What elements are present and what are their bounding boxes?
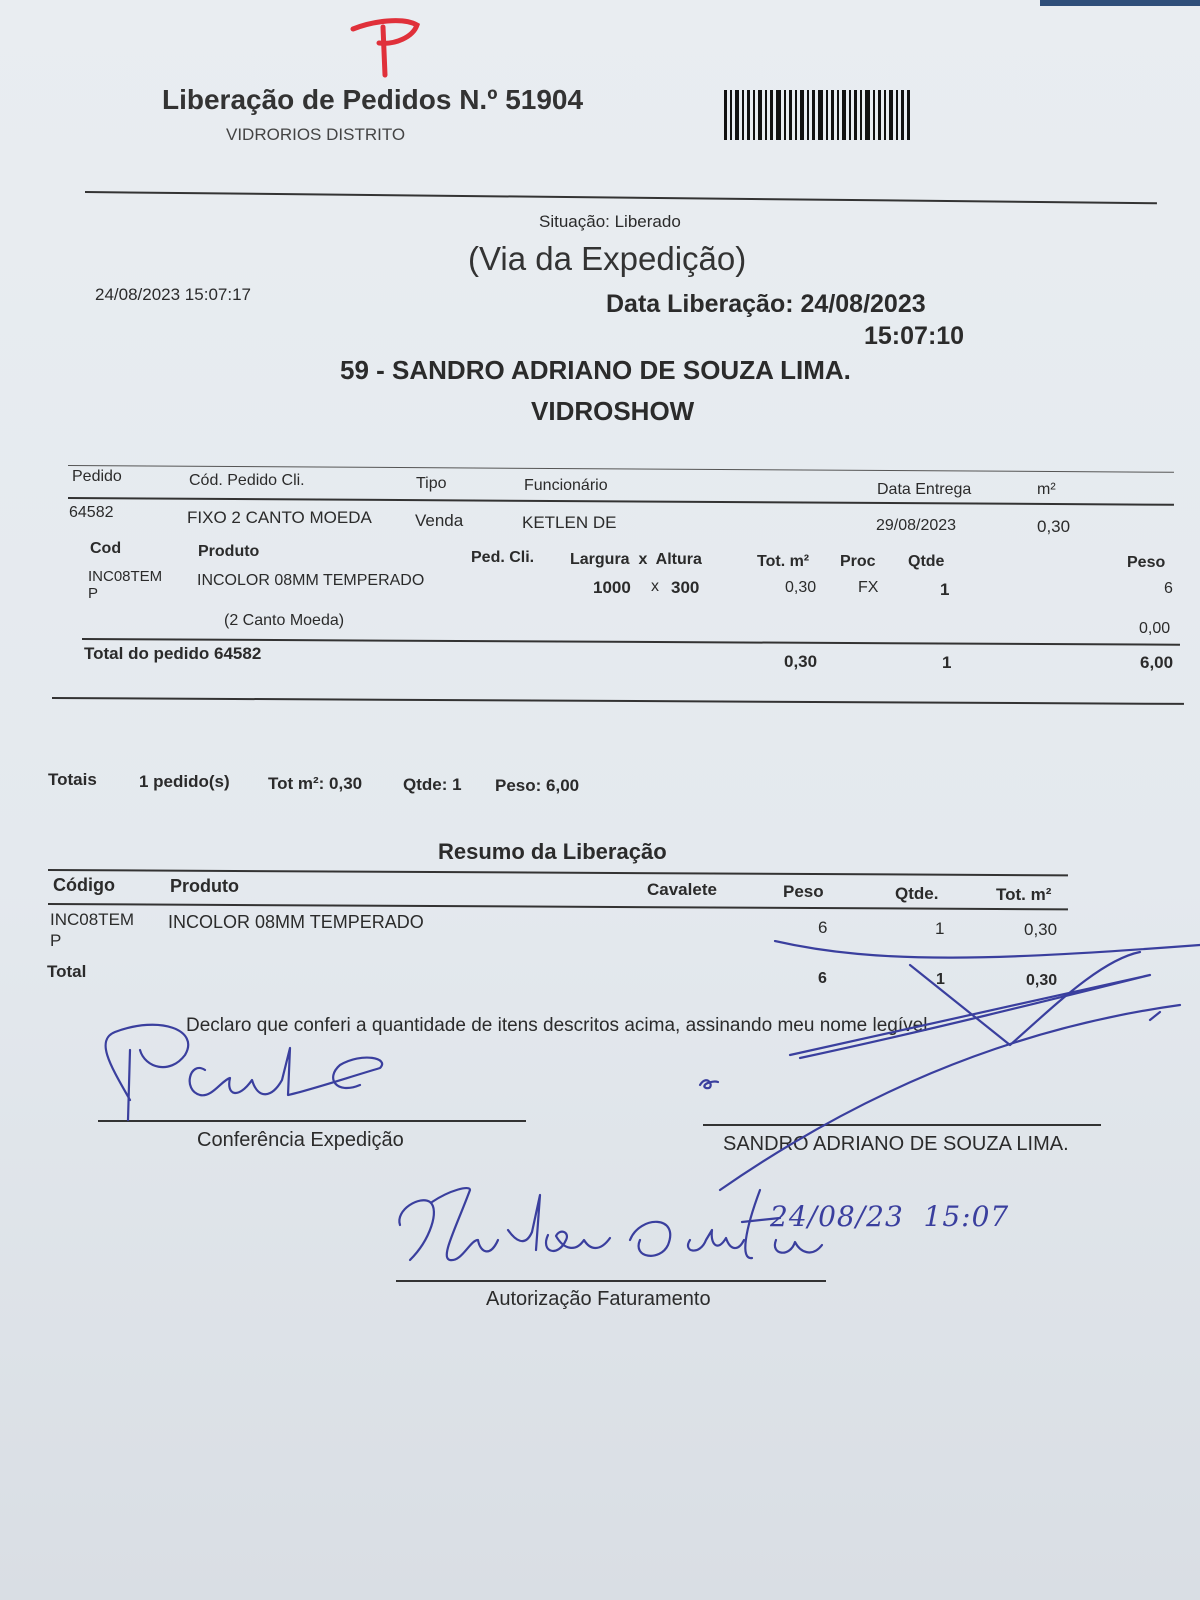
resumo-total-qtde: 1 [936,971,945,988]
resumo-col-qtde: Qtde. [895,884,939,903]
via-label: (Via da Expedição) [468,240,747,277]
order-m2: 0,30 [1037,517,1071,536]
item-cod-line2: P [88,585,99,602]
resumo-peso: 6 [818,918,828,937]
sig-label-conferencia: Conferência Expedição [197,1129,404,1151]
resumo-title: Resumo da Liberação [438,839,667,864]
item-col-produto: Produto [198,543,260,560]
cliente-name: 59 - SANDRO ADRIANO DE SOUZA LIMA. [340,355,851,385]
item-altura: 300 [671,578,700,597]
item-col-ped-cli: Ped. Cli. [471,549,535,566]
resumo-total-peso: 6 [818,970,827,987]
item-total-label: Total do pedido 64582 [84,644,262,663]
item-sub-desc: (2 Canto Moeda) [224,612,345,629]
resumo-header-line [48,903,1068,910]
totais-m2: Tot m²: 0,30 [268,774,363,793]
col-data-entrega: Data Entrega [877,481,972,498]
order-data-entrega: 29/08/2023 [876,517,957,534]
item-tot-m2: 0,30 [785,579,817,596]
resumo-col-codigo: Código [53,875,115,895]
col-funcionario: Funcionário [524,477,608,494]
item-largura: 1000 [593,578,631,597]
item-col-peso: Peso [1127,554,1166,571]
col-cod-pedido-cli: Cód. Pedido Cli. [189,472,305,489]
resumo-col-tot-m2: Tot. m² [996,885,1052,904]
data-liberacao-time: 15:07:10 [864,322,965,350]
sig-label-cliente: SANDRO ADRIANO DE SOUZA LIMA. [723,1133,1069,1155]
order-table-header-line [68,497,1174,506]
col-m2: m² [1037,481,1056,498]
item-sub-peso: 0,00 [1139,620,1171,637]
order-pedido: 64582 [69,504,114,521]
totais-peso: Peso: 6,00 [495,776,580,795]
declaration-text: Declaro que conferi a quantidade de itens descritos acima, assinando meu nome legível [186,1015,928,1036]
header-divider [85,191,1157,204]
item-proc: FX [858,579,879,596]
item-col-proc: Proc [840,553,876,570]
order-cod-pedido-cli: FIXO 2 CANTO MOEDA [187,508,372,527]
item-cod-line1: INC08TEM [88,568,163,585]
page-top-edge [1040,0,1200,6]
item-qtde: 1 [940,580,950,599]
totais-qtde: Qtde: 1 [403,775,462,794]
item-col-qtde: Qtde [908,553,945,570]
col-pedido: Pedido [72,468,122,485]
resumo-col-produto: Produto [170,876,239,896]
item-col-largura-altura: Largura x Altura [570,551,702,568]
totais-label: Totais [48,770,97,789]
resumo-qtde: 1 [935,919,945,938]
pen-signatures [0,940,1200,1300]
page-title: Liberação de Pedidos N.º 51904 [162,84,584,115]
resumo-total-label: Total [47,962,87,981]
item-total-m2: 0,30 [784,652,818,671]
resumo-col-peso: Peso [783,882,824,901]
situacao: Situação: Liberado [539,212,681,231]
resumo-total-m2: 0,30 [1026,972,1058,989]
resumo-codigo-line1: INC08TEM [50,910,135,929]
barcode [724,90,910,140]
order-tipo: Venda [415,511,464,530]
handwritten-date: 24/08/23 15:07 [770,1200,1010,1233]
item-total-qtde: 1 [942,653,952,672]
printed-at: 24/08/2023 15:07:17 [95,285,251,304]
data-liberacao: Data Liberação: 24/08/2023 [606,290,926,318]
resumo-col-cavalete: Cavalete [647,880,717,899]
resumo-produto: INCOLOR 08MM TEMPERADO [168,912,424,932]
totais-pedidos: 1 pedido(s) [139,772,230,791]
orders-end-line [52,697,1184,705]
item-peso: 6 [1164,580,1173,597]
item-total-peso: 6,00 [1140,653,1174,672]
item-x: x [651,578,659,595]
order-funcionario: KETLEN DE [522,513,617,532]
item-col-cod: Cod [90,540,122,557]
item-produto: INCOLOR 08MM TEMPERADO [197,572,425,589]
red-p-mark [345,15,425,85]
resumo-codigo-line2: P [50,931,62,950]
col-tipo: Tipo [416,475,447,492]
resumo-tot-m2: 0,30 [1024,920,1058,939]
item-col-tot-m2: Tot. m² [757,553,810,570]
sig-label-autorizacao: Autorização Faturamento [486,1288,711,1310]
company-name: VIDRORIOS DISTRITO [226,125,406,144]
cliente-fantasia: VIDROSHOW [531,396,695,426]
